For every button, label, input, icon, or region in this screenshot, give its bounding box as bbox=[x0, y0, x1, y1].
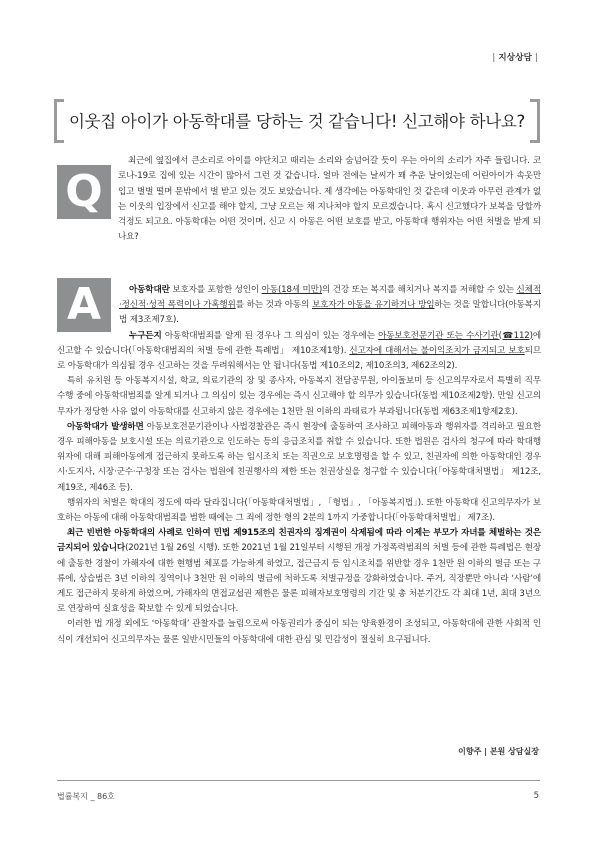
question-text: 최근에 옆집에서 큰소리로 아이를 야단치고 때리는 소리와 숨넘어갈 듯이 우는 아이의 소리가 자주 들립니다. 코로나-19로 집에 있는 시간이 많아서 그런 것 같습니다. 얼마 전에는 날씨가 꽤 추운 날이었는데 어린아이가 속옷만 입고 벌벌 떨며 문밖에서 벌 받고 있는 것도 보았습니다. 제 생각에는 아동학대인 것 같은데 이웃과 아무런 관계가 없는 이웃의 입장에서 신고를 해야 할지, 그냥 모르는 채 지나쳐야 할지 모르겠습니다. 혹시 신고했다가 보복을 당할까 걱정도 되고요. 아동학대는 어떤 것이며, 신고 시 아동은 어떤 보호를 받고, 아동학대 행위자는 어떤 처벌을 받게 되나요? bbox=[118, 156, 541, 243]
answer-paragraph bbox=[57, 329, 541, 375]
badge-spacer bbox=[57, 283, 119, 343]
text-run: (2021년 1월 26일 시행). 또한 2021년 1월 21일부터 시행된 개정 가정폭력범죄의 처벌 등에 관한 특례법은 현장에 출동한 경찰이 가해자에 대한 현행범 체포를 가능하게 하였고, 접근금지 등 임시조치를 위반할 경우 1천만 원 이하의 벌금 또는 구류에, 상습범은 3년 이하의 징역이나 3천만 원 이하의 벌금에 처하도록 처벌규정을 강화하였습니다. 주거, 직장뿐만 아니라 ‘사람’에게도 접근하지 못하게 하였으며, 가해자의 면접교섭권 제한은 물론 피해자보호명령의 기간 및 총 처분기간도 각 최대 1년, 최대 3년으로 연장하여 실효성을 확보할 수 있게 되었습니다. bbox=[57, 543, 541, 615]
answer-badge: A bbox=[57, 278, 111, 332]
text-run: 를 하는 것과 아동의 bbox=[235, 300, 312, 311]
text-run: 에 신고할 수 있습니다(「아동학대범죄의 처벌 등에 관한 특례법」 제10조제1항). bbox=[57, 330, 541, 356]
section-label: 지상상담 bbox=[498, 53, 533, 63]
section-tag bbox=[492, 51, 538, 63]
bold-term: 누구든지 bbox=[129, 330, 162, 341]
answer-paragraph: 이러한 법 개정 외에도 ‘아동학대’ 관찰자를 늘림으로써 아동권리가 중심이 되는 양육환경이 조성되고, 아동학대에 관한 사회적 인식이 개선되어 신고의무자는 물론 일반시민들의 아동학대에 대한 관심 및 민감성이 절실히 요구됩니다. bbox=[57, 619, 541, 645]
underlined-text: 보호자가 아동을 유기하거나 방임 bbox=[311, 300, 435, 311]
author-credit: 이향주 | 본원 상담실장 bbox=[458, 747, 539, 756]
text-run: 보호자를 포함한 성인이 bbox=[169, 285, 262, 295]
answer-paragraph bbox=[57, 526, 541, 617]
bold-term: 최근 빈번한 아동학대의 사례로 인하여 민법 제915조의 친권자의 징계권이 삭제됨에 따라 이제는 부모가 자녀를 체벌하는 것은 금지되어 있습니다 bbox=[57, 528, 541, 554]
tag-bar-right: | bbox=[532, 53, 538, 63]
tag-bar-left: | bbox=[492, 53, 499, 63]
text-run: 하는 것을 말합니다(아동복지법 제3조제7호). bbox=[119, 300, 541, 326]
underlined-text: 신체적·정신적·성적 폭력이나 가혹행위 bbox=[119, 285, 541, 311]
underlined-text: 신고자에 대해서는 불이익조치가 금지되고 보호 bbox=[349, 345, 525, 356]
bold-term: 아동학대가 발생하면 bbox=[67, 421, 144, 432]
page-title: 이웃집 아이가 아동학대를 당하는 것 같습니다! 신고해야 하나요? bbox=[68, 112, 525, 131]
text-run: 되므로 아동학대가 의심될 경우 신고하는 것을 두려워해서는 안 됩니다(동법 제10조의2, 제10조의3, 제62조의2). bbox=[57, 345, 542, 372]
answer-paragraph bbox=[57, 420, 541, 496]
right-bracket-icon bbox=[530, 99, 540, 143]
question-badge: Q bbox=[57, 165, 111, 219]
text-run: 아동학대범죄를 알게 된 경우나 그 의심이 있는 경우에는 bbox=[161, 330, 379, 341]
left-bracket-icon bbox=[54, 99, 64, 143]
answer-paragraph bbox=[57, 283, 541, 329]
text-run: 의 건강 또는 복지를 해치거나 복지를 저해할 수 있는 bbox=[322, 285, 517, 295]
text-run: 아동보호전문기관이나 사법경찰관은 즉시 현장에 출동하여 조사하고 피해아동과 행위자를 격리하고 필요한 경우 피해아동을 보호시설 또는 의료기관으로 인도하는 등의 응급조치를 취할 수 있습니다. 또한 법원은 검사의 청구에 따라 학대행위자에 대해 피해아동에게 접근하지 못하도록 하는 임시조치 또는 직권으로 보호명령을 할 수 있고, 친권자에 의한 아동학대인 경우 시·도지사, 시장·군수·구청장 또는 검사는 법원에 친권행사의 제한 또는 친권상실을 청구할 수 있습니다(「아동학대처벌법」 제12조, 제19조, 제46조 등). bbox=[57, 421, 542, 493]
footer-divider bbox=[57, 780, 540, 781]
title-box bbox=[54, 99, 540, 143]
underlined-text: 아동보호전문기관 또는 수사기관(☎112) bbox=[378, 330, 533, 341]
answer-body bbox=[57, 283, 541, 648]
page-number: 5 bbox=[533, 791, 539, 801]
answer-paragraph: 행위자의 처벌은 학대의 정도에 따라 달라집니다(「아동학대처벌법」, 「형법」, 「아동복지법」). 또한 아동학대 신고의무자가 보호하는 아동에 대해 아동학대범죄를 범한 때에는 그 죄에 정한 형의 2분의 1까지 가중합니다(「아동학대처벌법」 제7조). bbox=[57, 497, 541, 524]
underlined-text: 아동(18세 미만) bbox=[261, 285, 323, 295]
answer-paragraph: 특히 유치원 등 아동복지시설, 학교, 의료기관의 장 및 종사자, 아동복지 전담공무원, 아이돌보미 등 신고의무자로서 특별히 직무 수행 중에 아동학대범죄를 알게 되거나 그 의심이 있는 경우에는 즉시 신고해야 할 의무가 있습니다(동법 제10조제2항). 만일 신고의무자가 정당한 사유 없이 아동학대를 신고하지 않은 경우에는 1천만 원 이하의 과태료가 부과됩니다(동법 제63조제1항제2호). bbox=[57, 376, 541, 417]
bold-term: 아동학대란 bbox=[129, 285, 170, 295]
publication-label: 법률복지 _ 86호 bbox=[57, 792, 115, 801]
